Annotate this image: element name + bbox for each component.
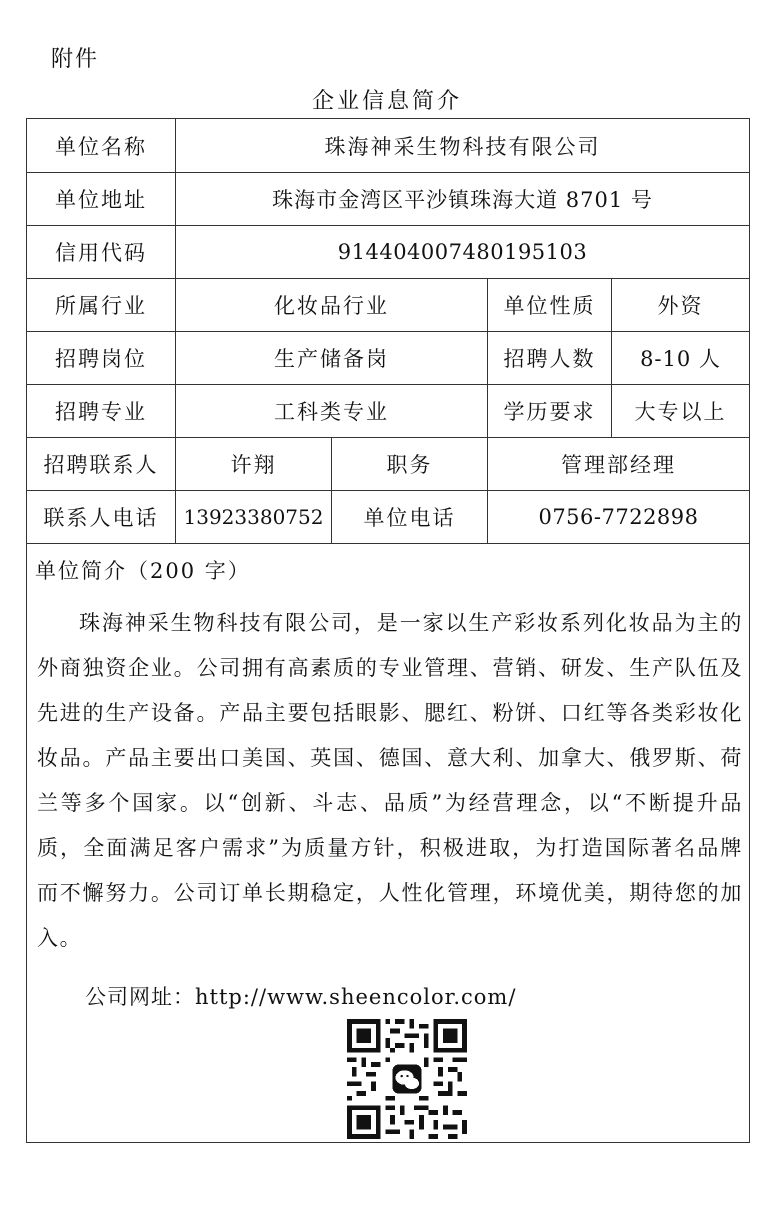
contact-phone-value: 13923380752 — [176, 490, 332, 543]
row-contact — [27, 437, 749, 491]
row-address — [27, 172, 749, 226]
attachment-label: 附件 — [51, 47, 100, 72]
credit-code-label: 信用代码 — [27, 225, 176, 278]
headcount-label: 招聘人数 — [488, 331, 612, 384]
headcount-value: 8-10 人 — [640, 346, 721, 371]
intro-heading: 单位简介（200 字） — [35, 559, 251, 583]
row-position — [27, 331, 749, 385]
address-label: 单位地址 — [27, 172, 176, 225]
company-name-value: 珠海神采生物科技有限公司 — [324, 134, 601, 159]
row-major — [27, 384, 749, 438]
position-label: 招聘岗位 — [27, 331, 176, 384]
title-value: 管理部经理 — [561, 452, 676, 477]
contact-phone-label: 联系人电话 — [27, 490, 176, 543]
row-phone — [27, 490, 749, 544]
position-value: 生产储备岗 — [176, 331, 488, 384]
major-label: 招聘专业 — [27, 384, 176, 437]
company-phone-label: 单位电话 — [332, 490, 488, 543]
nature-value: 外资 — [657, 293, 704, 318]
row-credit-code — [27, 225, 749, 279]
education-label: 学历要求 — [488, 384, 612, 437]
company-phone-value: 0756-7722898 — [538, 504, 699, 529]
address-value: 珠海市金湾区平沙镇珠海大道 8701 号 — [272, 187, 653, 212]
website-line: 公司网址：http://www.sheencolor.com/ — [85, 985, 517, 1009]
contact-label: 招聘联系人 — [27, 437, 176, 490]
nature-label: 单位性质 — [488, 278, 612, 331]
credit-code-value: 914404007480195103 — [337, 239, 588, 264]
education-value: 大专以上 — [634, 399, 727, 424]
title-label: 职务 — [332, 437, 488, 490]
intro-body: 珠海神采生物科技有限公司，是一家以生产彩妆系列化妆品为主的外商独资企业。公司拥有高素质的专业管理、营销、研发、生产队伍及先进的生产设备。产品主要包括眼影、腮红、粉饼、口红等各类彩妆化妆品。产品主要出口美国、英国、德国、意大利、加拿大、俄罗斯、荷兰等多个国家。以“创新、斗志、品质”为经营理念，以“不断提升品质，全面满足客户需求”为质量方针，积极进取，为打造国际著名品牌而不懈努力。公司订单长期稳定，人性化管理，环境优美，期待您的加入。 — [37, 611, 743, 950]
row-industry — [27, 278, 749, 332]
page-title: 企业信息简介 — [311, 89, 462, 114]
wechat-qr-code-icon — [347, 1019, 467, 1139]
major-value: 工科类专业 — [176, 384, 488, 437]
industry-value: 化妆品行业 — [176, 278, 488, 331]
contact-value: 许翔 — [176, 437, 332, 490]
row-company-name — [27, 119, 749, 173]
company-info-table — [26, 118, 750, 1143]
company-name-label: 单位名称 — [27, 119, 176, 172]
industry-label: 所属行业 — [27, 278, 176, 331]
